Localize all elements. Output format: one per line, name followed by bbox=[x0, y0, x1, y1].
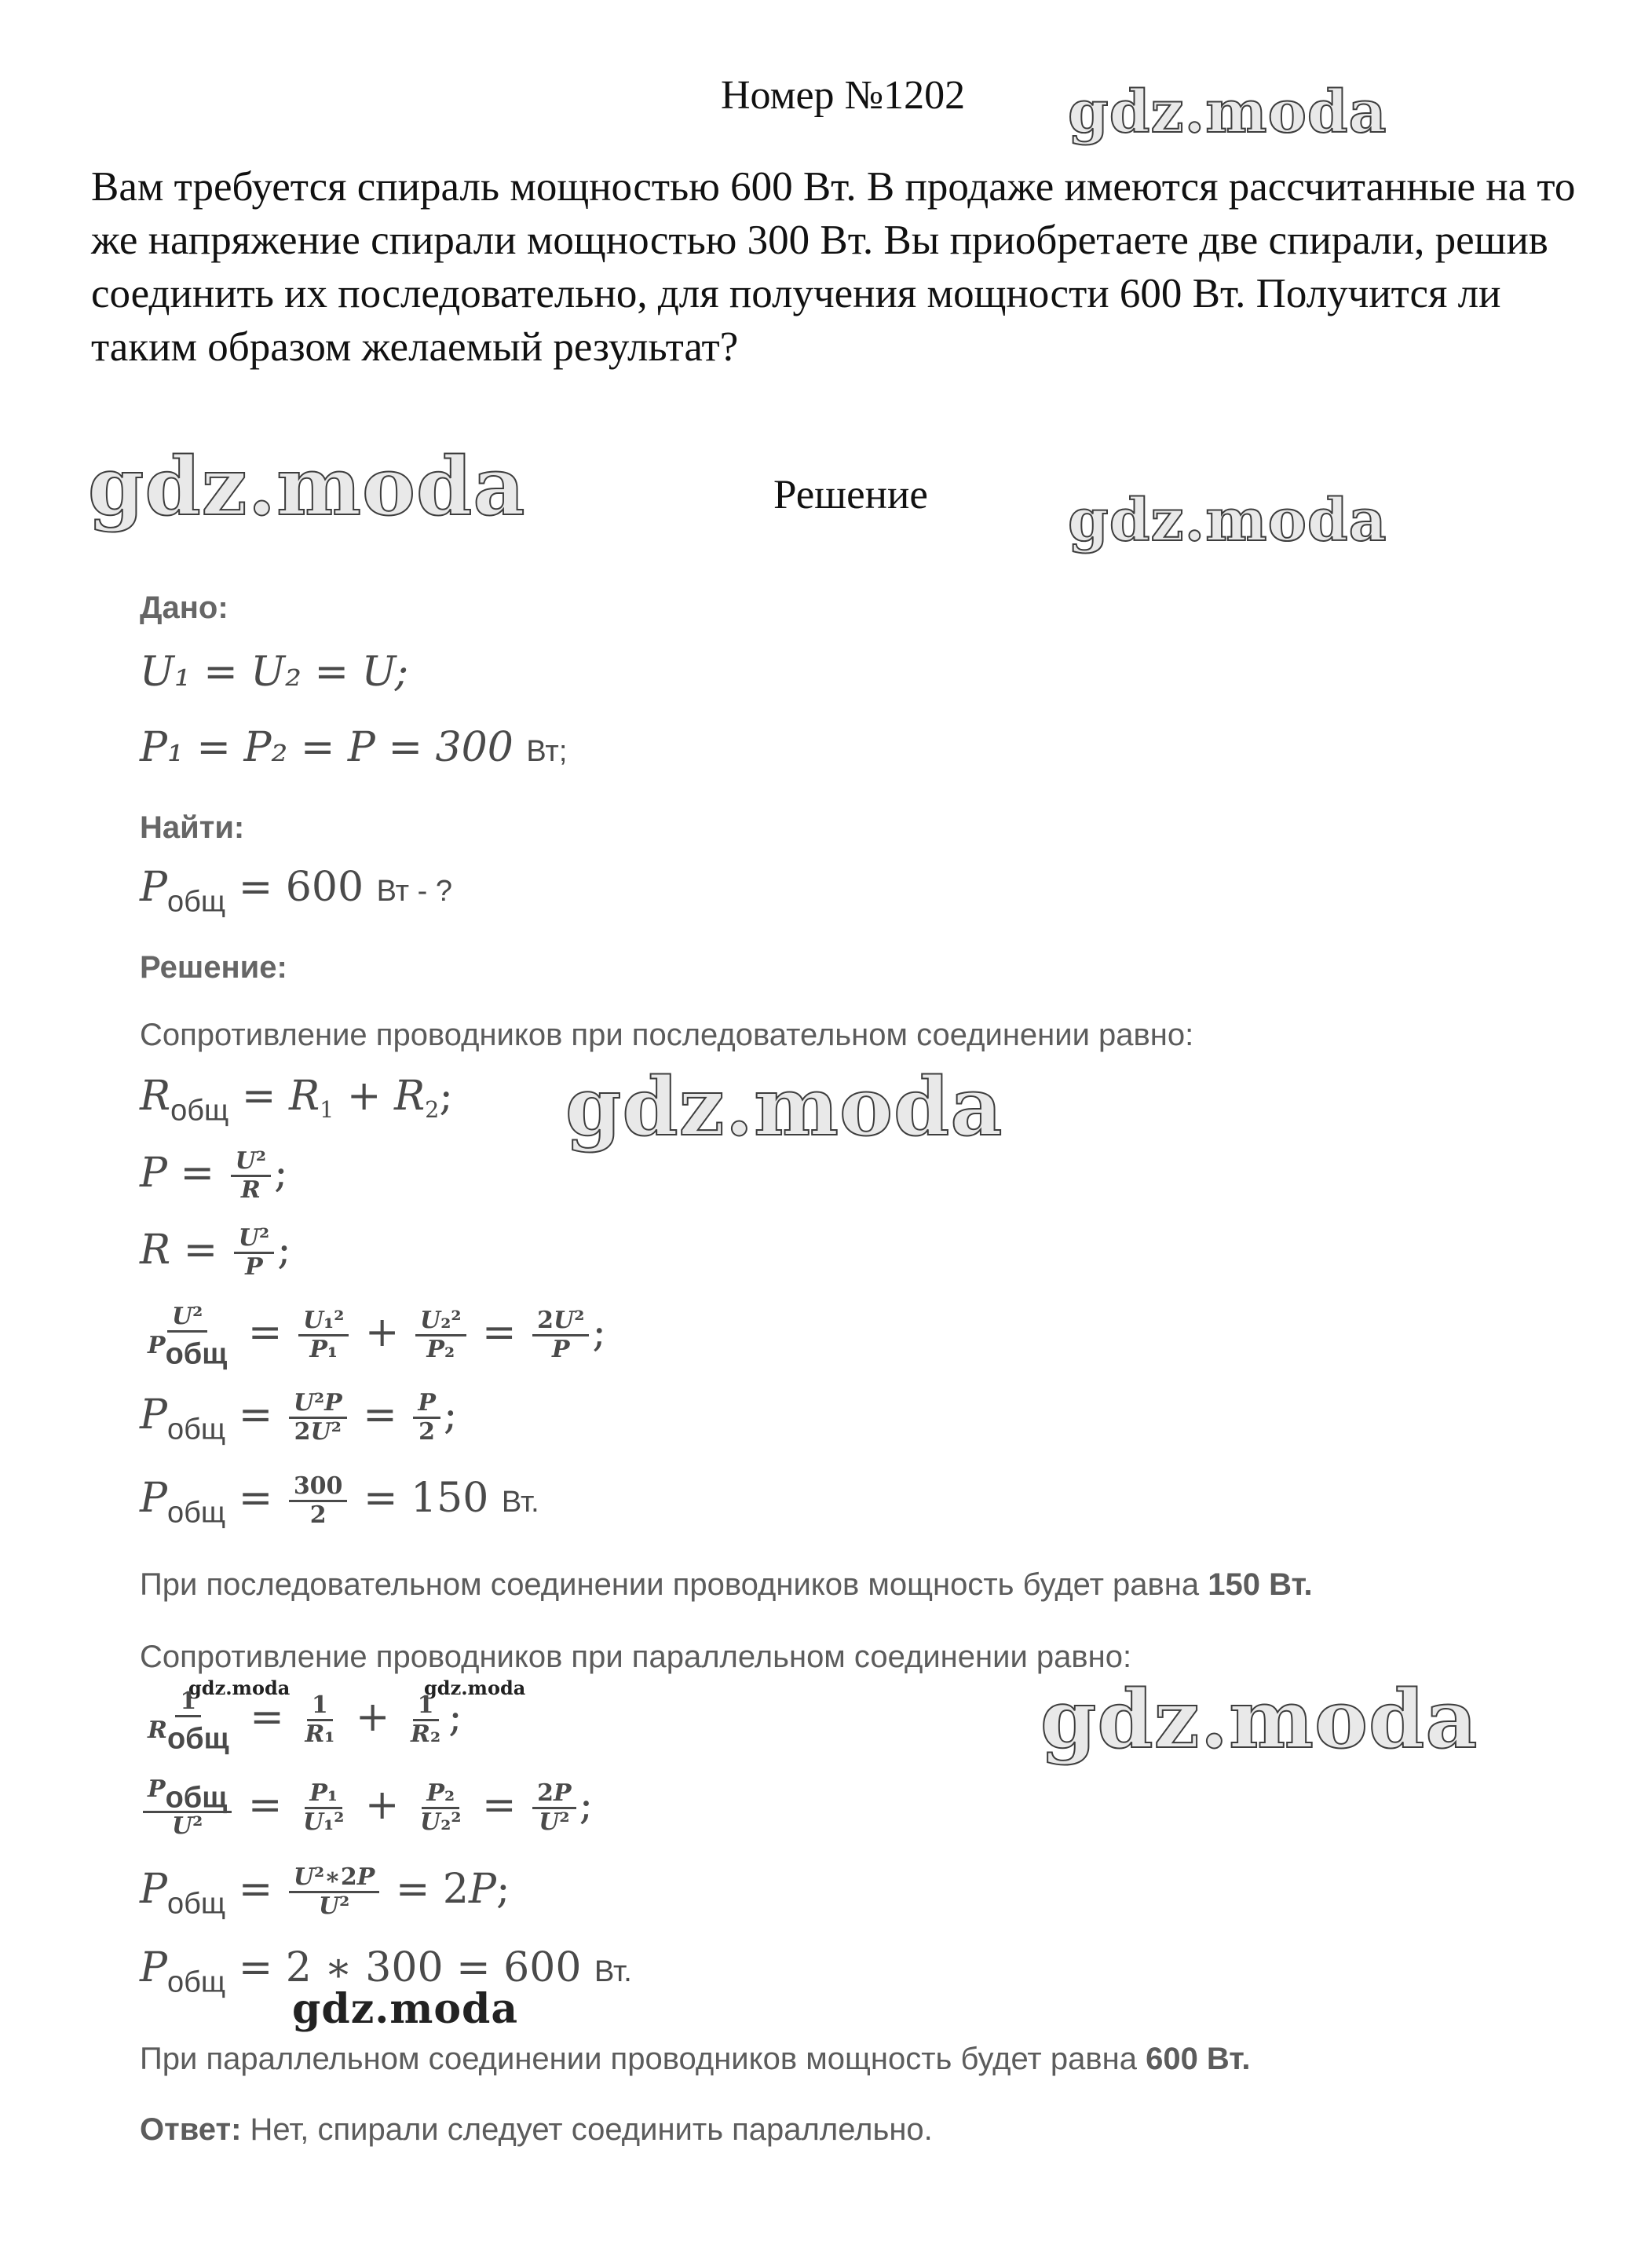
given-power-equation: P₁ = P₂ = P = 300 Вт; bbox=[140, 724, 568, 771]
eq-resistance-formula: R = $\frac{\text{U²}}{P}$ ; bbox=[140, 1224, 291, 1281]
solution-heading: Решение bbox=[773, 472, 928, 517]
eq-series-total-power: $P_{общ}$ = $\frac{\text{U²P}}{\text{2U²}}$ = $\frac{P}{2}$ ; bbox=[140, 1389, 458, 1446]
eq-parallel-combination: $\frac{\text{Pобщ}}{\text{U²}}$ = $\frac{\text{P₁}}{\text{U₁²}}$ + $\frac{\text{P₂}}{\text{U₂²}}$ = $\frac{2P}{\text{U²}}$ ; bbox=[140, 1776, 593, 1840]
series-result: При последовательном соединении проводников мощность будет равна 150 Вт. bbox=[140, 1567, 1313, 1602]
eq-series-combination: $\frac{\text{U²}}{\text{Pобщ}}$ = $\frac{\text{U₁²}}{\text{P₁}}$ + $\frac{\text{U₂²}}{\text{P₂}}$ = $\frac{\text{2U²}}{P}$ ; bbox=[148, 1303, 606, 1371]
given-voltage-equation: U₁ = U₂ = U; bbox=[140, 649, 409, 696]
eq-parallel-value: $P_{общ} = 2$ ∗ 300 = 600 Вт. bbox=[140, 1944, 632, 1999]
watermark: gdz.moda bbox=[424, 1676, 526, 1699]
eq-power-formula: P = $\frac{\text{U²}}{R}$ ; bbox=[140, 1147, 288, 1204]
find-equation: $P_{общ} = 600$ Вт - ? bbox=[140, 864, 452, 919]
watermark: gdz.moda bbox=[188, 1676, 291, 1699]
eq-parallel-resistance: $\frac{1}{\text{Rобщ}}$ = $\frac{1}{\text{R₁}}$ + $\frac{1}{\text{R₂}}$ ; bbox=[148, 1687, 462, 1756]
watermark: gdz.moda bbox=[292, 1985, 519, 2033]
parallel-intro: Сопротивление проводников при параллельном соединении равно: bbox=[140, 1640, 1132, 1674]
series-intro: Сопротивление проводников при последовательном соединении равно: bbox=[140, 1018, 1194, 1052]
eq-series-resistance: $R_{общ} = R_1 + R_2$; bbox=[140, 1073, 453, 1128]
watermark: gdz.moda bbox=[1040, 1673, 1478, 1767]
watermark: gdz.moda bbox=[1068, 487, 1387, 554]
answer: Ответ: Нет, спирали следует соединить параллельно. bbox=[140, 2112, 933, 2147]
eq-parallel-total-power: $P_{общ}$ = $\frac{\text{U²∗2P}}{\text{U²}}$ = 2P; bbox=[140, 1863, 510, 1921]
watermark: gdz.moda bbox=[565, 1060, 1003, 1154]
problem-statement: Вам требуется спираль мощностью 600 Вт. В продаже имеются рассчитанные на то же напряжение спирали мощностью 300 Вт. Вы приобретаете две спирали, решив соединить их последовательно, для получения мощности 600 Вт. Получится ли таким образом желаемый результат? bbox=[91, 164, 1576, 370]
given-label: Дано: bbox=[140, 591, 228, 625]
page-title: Номер №1202 bbox=[721, 73, 966, 118]
watermark: gdz.moda bbox=[1068, 79, 1387, 146]
find-label: Найти: bbox=[140, 810, 245, 845]
eq-series-value: $P_{общ}$ = $\frac{300}{2}$ = 150 Вт. bbox=[140, 1472, 539, 1530]
watermark: gdz.moda bbox=[88, 440, 526, 534]
parallel-result: При параллельном соединении проводников мощность будет равна 600 Вт. bbox=[140, 2042, 1251, 2076]
solution-label: Решение: bbox=[140, 950, 287, 985]
